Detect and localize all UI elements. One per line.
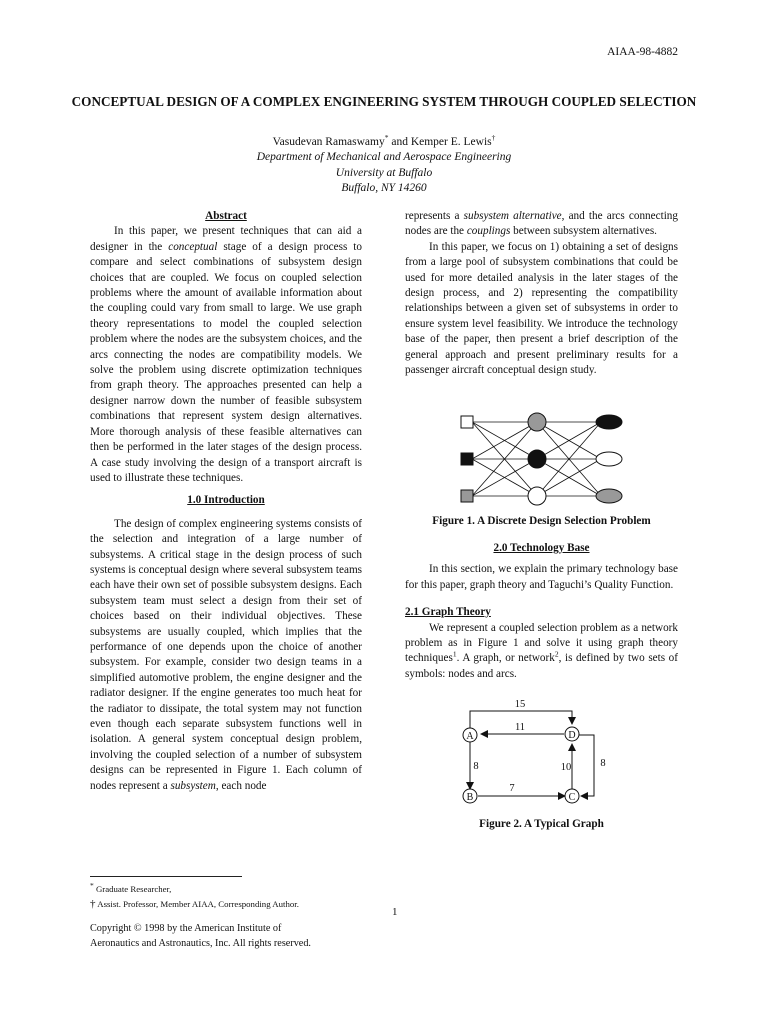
paper-title: CONCEPTUAL DESIGN OF A COMPLEX ENGINEERING SYSTEM THROUGH COUPLED SELECTION <box>71 94 697 109</box>
cont-emphasis-1: subsystem alternative <box>463 210 562 222</box>
figure-1-caption: Figure 1. A Discrete Design Selection Problem <box>432 515 651 527</box>
abstract-text-a: In this paper, we present techniques that can aid a designer in the <box>90 225 362 253</box>
edge-weight-8-left: 8 <box>473 761 479 772</box>
footnote-2-text: Assist. Professor, Member AIAA, Corresponding Author. <box>95 899 299 909</box>
affiliation-department: Department of Mechanical and Aerospace Engineering <box>256 151 512 164</box>
abstract-heading: Abstract <box>205 210 247 222</box>
intro-paragraph-1 <box>90 517 362 794</box>
intro-text-c: , each node <box>215 779 267 792</box>
cont-text-e: between subsystem alternatives. <box>510 225 657 238</box>
intro-continuation <box>405 209 678 240</box>
edge-d-c <box>579 735 594 796</box>
graph-node-d-label: D <box>568 730 576 741</box>
figure-1-network-diagram <box>455 408 635 508</box>
page-number: 1 <box>392 906 398 918</box>
edge-weight-8-right: 8 <box>600 758 606 769</box>
footnotes <box>90 882 390 912</box>
footnote-1-text: Graduate Researcher, <box>93 884 172 894</box>
footnote-2-mark: † <box>90 898 96 910</box>
gt-text-a: We represent a coupled selection problem as a network problem as in Figure 1 and solve it using graph theory techniques <box>405 621 678 665</box>
right-column-top <box>405 209 678 378</box>
circle-node-black <box>528 450 546 468</box>
copyright-notice <box>90 921 380 951</box>
graph-node-c-label: C <box>568 792 576 803</box>
footnote-1 <box>90 882 390 897</box>
edge-weight-15: 15 <box>514 699 526 710</box>
intro-emphasis: subsystem <box>170 779 216 792</box>
author-1: Vasudevan Ramaswamy <box>272 136 385 148</box>
intro-heading: 1.0 Introduction <box>187 494 265 507</box>
author-1-mark: * <box>384 133 389 143</box>
author-line <box>60 135 708 150</box>
tech-base-heading: 2.0 Technology Base <box>493 542 590 554</box>
figure-2-caption: Figure 2. A Typical Graph <box>479 818 604 830</box>
circle-node-white <box>528 487 546 505</box>
figure-2-graph <box>440 692 620 812</box>
cont-emphasis-2: couplings <box>466 225 511 238</box>
copyright-line-2: Aeronautics and Astronautics, Inc. All rights reserved. <box>90 938 311 949</box>
left-column <box>90 209 362 794</box>
square-node-black <box>461 453 473 465</box>
footnote-rule <box>90 876 242 877</box>
intro-text-a: The design of complex engineering systems consists of the selection and integration of a large number of subsystems. A critical stage in the design process of such systems is conceptual design where several subsystem teams each have their own set of possible subsystem designs. Each subsystem team must select a design from their set of choices based on their individual objectives. These subsystems are usually coupled, which implies that the performance of one depends upon the choice of another subsystem. For example, consider two design teams in a simplified automotive problem, the engine designer and the radiator designer. If the engine generates too much heat for the radiator to dissipate, the total system may not function even though each separate subsystem functions well in isolation. A general system conceptual design problem, involving the coupled selection of a number of subsystem designs can be represented in Figure 1. Each column of nodes represent a <box>90 517 362 792</box>
abstract-paragraph <box>90 224 362 486</box>
edge-weight-11: 11 <box>514 722 526 733</box>
author-2: Kemper E. Lewis <box>410 136 492 148</box>
affiliation-university: University at Buffalo <box>335 166 433 179</box>
author-2-mark: † <box>491 133 496 143</box>
edge-weight-10: 10 <box>560 762 572 773</box>
gt-text-b: . A graph, or network <box>456 652 555 665</box>
ellipse-node-black <box>596 415 622 429</box>
ellipse-node-white <box>596 452 622 466</box>
gt-text-c: , is defined by two sets of symbols: nodes and arcs. <box>405 652 679 680</box>
cont-text-c: , and the arcs connecting nodes are the <box>405 210 678 238</box>
affiliation-city: Buffalo, NY 14260 <box>341 182 427 195</box>
right-column-middle <box>405 541 678 682</box>
tech-base-paragraph: In this section, we explain the primary technology base for this paper, graph theory and Taguchi’s Quality Function. <box>405 563 678 591</box>
gt-ref-1: 1 <box>452 649 457 659</box>
cont-text-a: represents a <box>405 210 464 222</box>
author-block <box>60 135 708 197</box>
intro-paragraph-2: In this paper, we focus on 1) obtaining a set of designs from a large pool of subsystem combinations that could be used for more detailed analysis in the later stages of the design process, and 2) representing the compatibility relationships between a given set of subsystems in order to ensure system level feasibility. We introduce the technology base of the paper, then present a brief description of the general approach and present preliminary results for a passenger aircraft conceptual design study. <box>405 240 678 377</box>
circle-node-gray <box>528 413 546 431</box>
abstract-text-c: stage of a design process to compare and select combinations of subsystem design choices that are coupled. We focus on coupled selection problems where the amount of available information about the coupling could vary from small to large. We use graph theory representations to model the coupled selection problem where the nodes are the subsystem choices, and the arcs connecting the nodes are compatibility models. We solve the problem using discrete optimization techniques from graph theory. The approaches presented can help a designer narrow down the number of feasible subsystem combinations that represent system design alternatives. More thorough analysis of these feasible alternatives can then be performed in the later stages of the design process. A case study involving the design of a transport aircraft is used to illustrate these techniques. <box>90 240 362 484</box>
footnote-2 <box>90 897 390 912</box>
footnote-1-mark: * <box>90 881 94 891</box>
graph-theory-paragraph <box>405 621 678 683</box>
graph-theory-heading: 2.1 Graph Theory <box>405 606 491 619</box>
author-and: and <box>388 136 411 148</box>
gt-ref-2: 2 <box>554 649 559 659</box>
graph-node-a-label: A <box>466 731 474 742</box>
report-id: AIAA-98-4882 <box>607 46 678 58</box>
ellipse-node-gray <box>596 489 622 503</box>
graph-node-b-label: B <box>466 792 474 803</box>
square-node-white <box>461 416 473 428</box>
copyright-line-1: Copyright © 1998 by the American Institute of <box>90 923 282 934</box>
abstract-emphasis: conceptual <box>168 240 218 253</box>
edge-weight-7: 7 <box>509 783 515 794</box>
square-node-gray <box>461 490 473 502</box>
